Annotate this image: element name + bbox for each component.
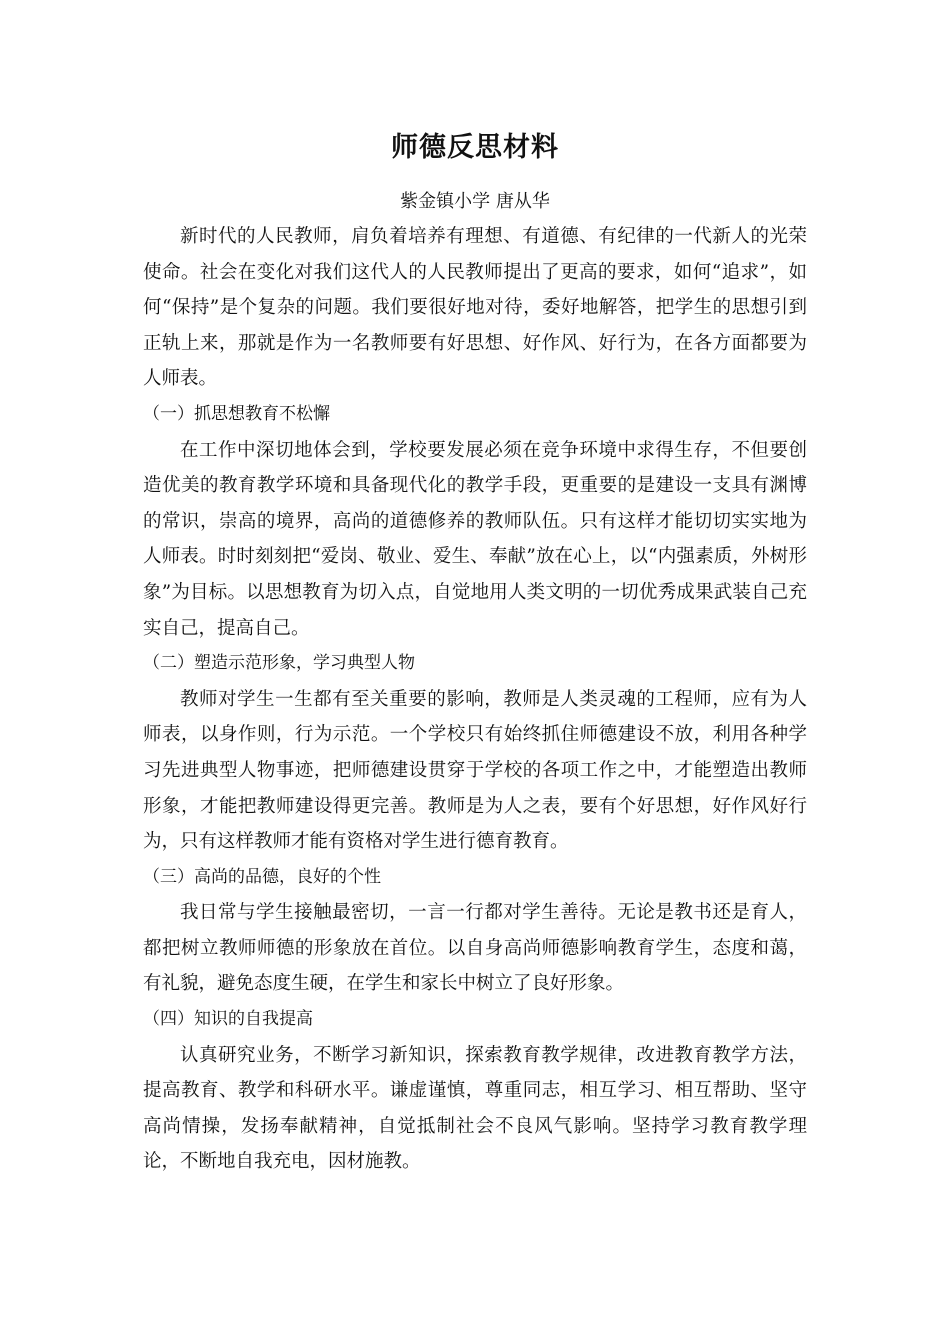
section-heading-2: （二）塑造示范形象，学习典型人物: [143, 653, 415, 674]
section-paragraph-1: 在工作中深切地体会到，学校要发展必须在竞争环境中求得生存，不但要创造优美的教育教学环境和具备现代化的教学手段，更重要的是建设一支具有渊博的常识，崇高的境界，高尚的道德修养的教师队伍。只有这样才能切切实实地为人师表。时时刻刻把“爱岗、敬业、爱生、奉献”放在心上，以“内强素质，外树形象”为目标。以思想教育为切入点，自觉地用人类文明的一切优秀成果武装自己充实自己，提高自己。: [143, 439, 807, 639]
section-paragraph-2: 教师对学生一生都有至关重要的影响，教师是人类灵魂的工程师，应有为人师表，以身作则，行为示范。一个学校只有始终抓住师德建设不放，利用各种学习先进典型人物事迹，把师德建设贯穿于学校的各项工作之中，才能塑造出教师形象，才能把教师建设得更完善。教师是为人之表，要有个好思想，好作风好行为，只有这样教师才能有资格对学生进行德育教育。: [143, 688, 807, 853]
section-paragraph-3: 我日常与学生接触最密切，一言一行都对学生善待。无论是教书还是育人，都把树立教师师德的形象放在首位。以自身高尚师德影响教育学生，态度和蔼，有礼貌，避免态度生硬，在学生和家长中树立了良好形象。: [143, 902, 807, 995]
section-heading-4: （四）知识的自我提高: [143, 1009, 313, 1030]
intro-paragraph: 新时代的人民教师，肩负着培养有理想、有道德、有纪律的一代新人的光荣使命。社会在变化对我们这代人的人民教师提出了更高的要求，如何“追求”，如何“保持”是个复杂的问题。我们要很好地对待，委好地解答，把学生的思想引到正轨上来，那就是作为一名教师要有好思想、好作风、好行为，在各方面都要为人师表。: [143, 226, 807, 390]
document-title: 师德反思材料: [391, 132, 559, 163]
section-heading-1: （一）抓思想教育不松懈: [143, 403, 330, 424]
section-paragraph-4: 认真研究业务，不断学习新知识，探索教育教学规律，改进教育教学方法，提高教育、教学和科研水平。谦虚谨慎，尊重同志，相互学习、相互帮助、坚守高尚情操，发扬奉献精神，自觉抵制社会不良风气影响。坚持学习教育教学理论，不断地自我充电，因材施教。: [143, 1044, 807, 1173]
section-heading-3: （三）高尚的品德，良好的个性: [143, 866, 381, 887]
document-body: [143, 219, 807, 1180]
document-author: 紫金镇小学 唐从华: [400, 191, 550, 212]
